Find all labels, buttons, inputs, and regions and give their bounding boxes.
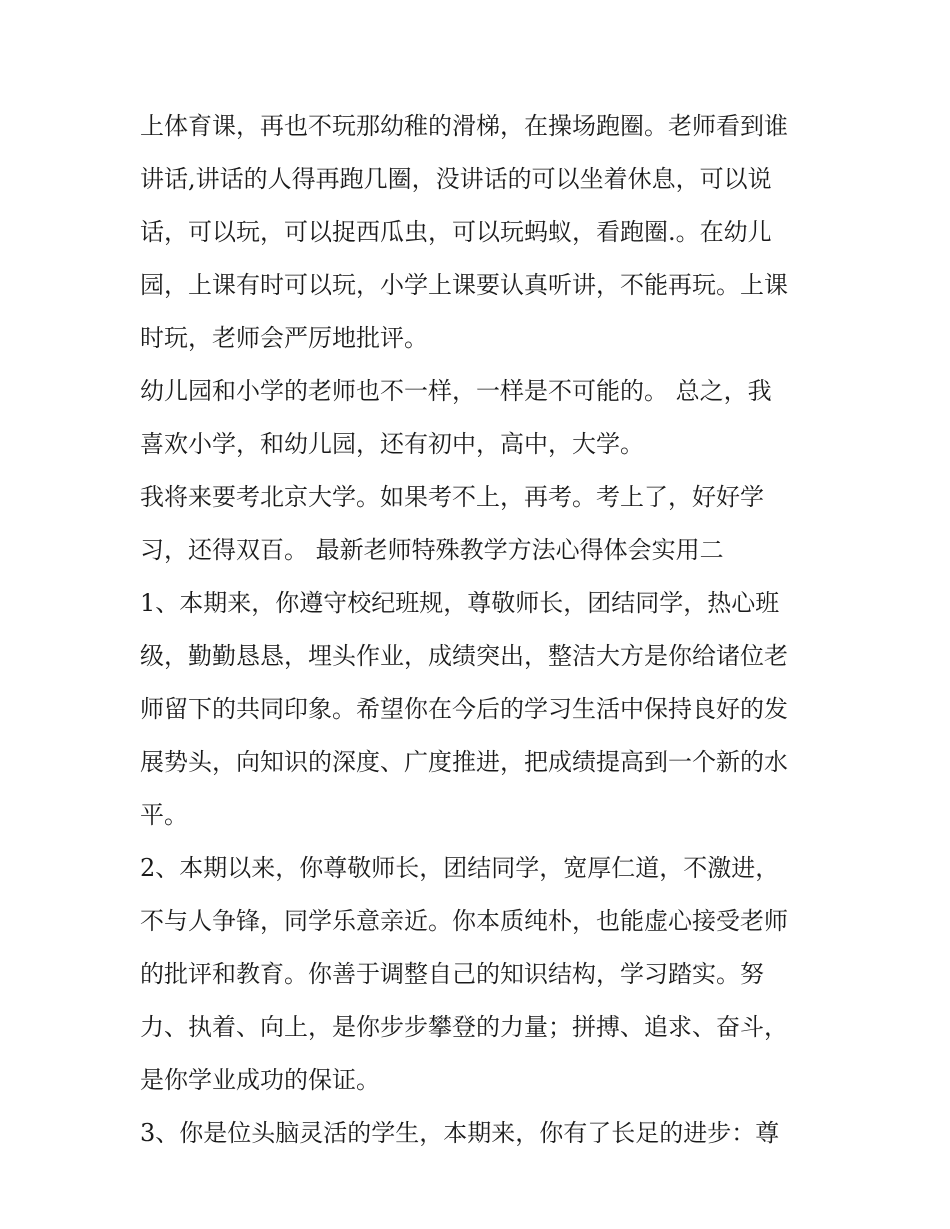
text-line: 我将来要考北京大学。如果考不上，再考。考上了，好好学 — [140, 483, 764, 511]
text-line: 是你学业成功的保证。 — [140, 1066, 380, 1094]
text-line: 不与人争锋，同学乐意亲近。你本质纯朴，也能虚心接受老师 — [140, 907, 788, 935]
text-line: 3、你是位头脑灵活的学生，本期来，你有了长足的进步：尊 — [140, 1119, 780, 1147]
text-line: 力、执着、向上，是你步步攀登的力量；拼搏、追求、奋斗， — [140, 1013, 788, 1041]
text-line: 2、本期以来，你尊敬师长，团结同学，宽厚仁道，不激进， — [140, 854, 780, 882]
text-line: 师留下的共同印象。希望你在今后的学习生活中保持良好的发 — [140, 695, 788, 723]
text-line: 讲话,讲话的人得再跑几圈，没讲话的可以坐着休息，可以说 — [140, 165, 772, 193]
text-line: 幼儿园和小学的老师也不一样，一样是不可能的。 总之，我 — [140, 377, 772, 405]
text-line: 时玩，老师会严厉地批评。 — [140, 324, 428, 352]
text-line: 平。 — [140, 801, 188, 829]
text-line: 喜欢小学，和幼儿园，还有初中，高中，大学。 — [140, 430, 644, 458]
text-line: 1、本期来，你遵守校纪班规，尊敬师长，团结同学，热心班 — [140, 589, 780, 617]
text-line: 习，还得双百。 最新老师特殊教学方法心得体会实用二 — [140, 536, 724, 564]
text-line: 级，勤勤恳恳，埋头作业，成绩突出，整洁大方是你给诸位老 — [140, 642, 788, 670]
text-line: 园，上课有时可以玩，小学上课要认真听讲，不能再玩。上课 — [140, 271, 788, 299]
text-line: 展势头，向知识的深度、广度推进，把成绩提高到一个新的水 — [140, 748, 788, 776]
document-body — [140, 100, 820, 1160]
text-line: 话，可以玩，可以捉西瓜虫，可以玩蚂蚁，看跑圈.。在幼儿 — [140, 218, 772, 246]
text-line: 的批评和教育。你善于调整自己的知识结构，学习踏实。努 — [140, 960, 764, 988]
text-line: 上体育课，再也不玩那幼稚的滑梯，在操场跑圈。老师看到谁 — [140, 112, 788, 140]
